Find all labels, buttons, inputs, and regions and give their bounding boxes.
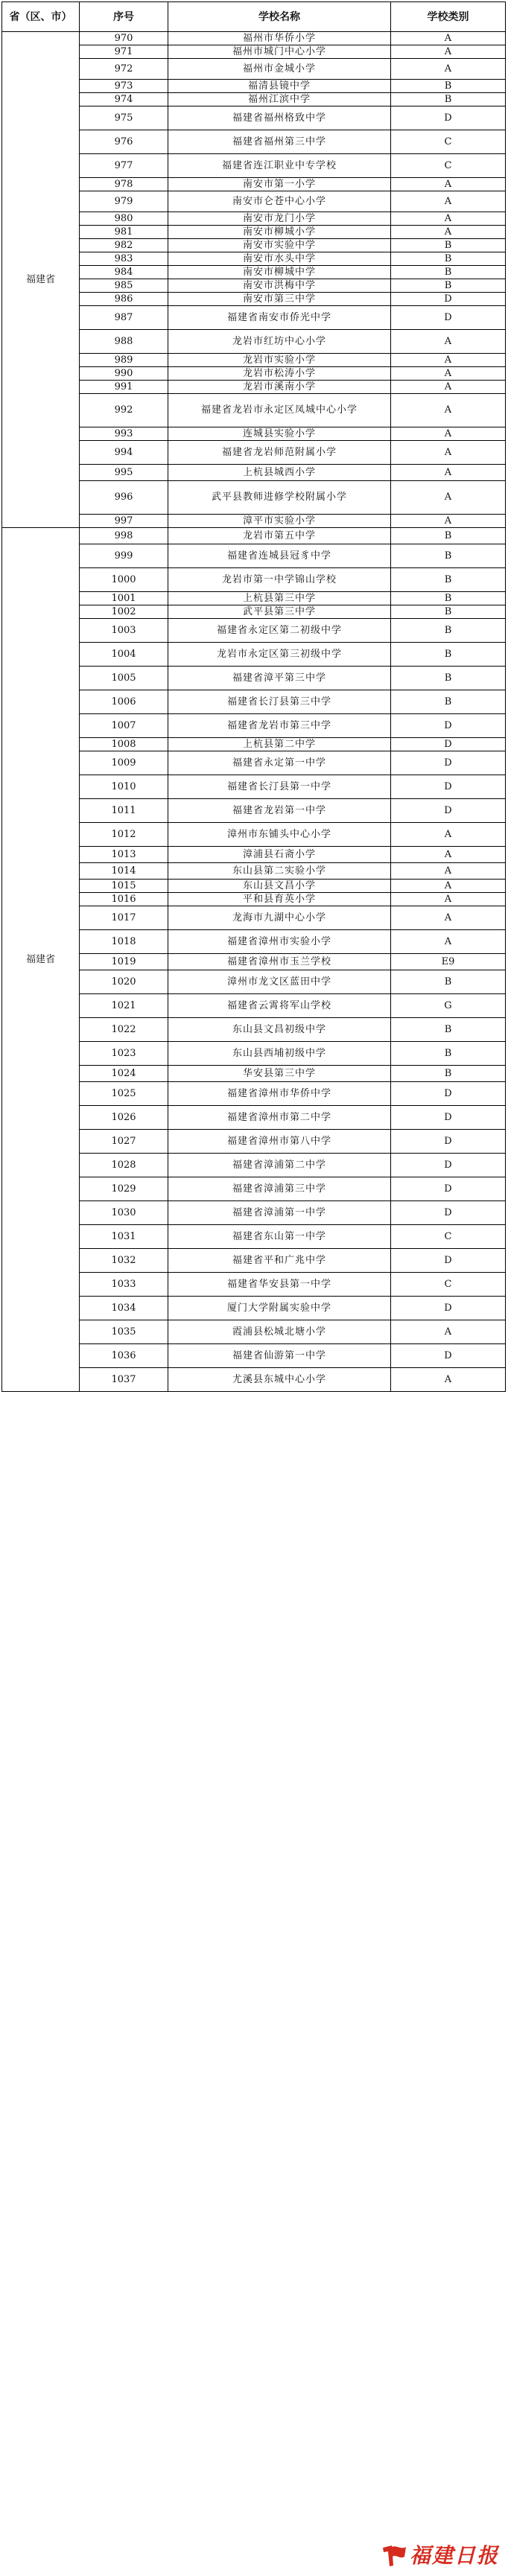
school-name-cell: 福建省龙岩市第三中学: [168, 714, 391, 738]
school-name-cell: 福清县镜中学: [168, 80, 391, 93]
category-cell: D: [391, 775, 506, 799]
school-name-cell: 福建省漳浦第二中学: [168, 1154, 391, 1177]
school-name-cell: 福州市城门中心小学: [168, 45, 391, 59]
school-name-cell: 东山县文昌小学: [168, 880, 391, 893]
category-cell: A: [391, 880, 506, 893]
category-cell: D: [391, 106, 506, 130]
category-cell: A: [391, 330, 506, 354]
category-cell: A: [391, 32, 506, 45]
category-cell: C: [391, 1225, 506, 1249]
row-number-cell: 972: [80, 59, 168, 80]
category-cell: D: [391, 306, 506, 330]
row-number-cell: 1037: [80, 1368, 168, 1392]
row-number-cell: 1031: [80, 1225, 168, 1249]
row-number-cell: 1022: [80, 1018, 168, 1042]
row-number-cell: 987: [80, 306, 168, 330]
category-cell: B: [391, 266, 506, 279]
school-name-cell: 福建省漳州市实验小学: [168, 930, 391, 954]
school-name-cell: 南安市仑苍中心小学: [168, 191, 391, 212]
province-cell: 福建省: [2, 528, 80, 1392]
school-name-cell: 上杭县第三中学: [168, 592, 391, 605]
category-cell: D: [391, 1201, 506, 1225]
row-number-cell: 999: [80, 544, 168, 568]
category-cell: B: [391, 1042, 506, 1066]
school-name-cell: 龙岩市松涛小学: [168, 367, 391, 381]
row-number-cell: 1033: [80, 1273, 168, 1297]
row-number-cell: 1000: [80, 568, 168, 592]
school-name-cell: 武平县教师进修学校附属小学: [168, 481, 391, 515]
category-cell: B: [391, 619, 506, 643]
category-cell: A: [391, 212, 506, 226]
row-number-cell: 1015: [80, 880, 168, 893]
category-cell: G: [391, 994, 506, 1018]
category-cell: C: [391, 1273, 506, 1297]
category-cell: B: [391, 279, 506, 293]
category-cell: B: [391, 690, 506, 714]
school-name-cell: 南安市水头中学: [168, 252, 391, 266]
row-number-cell: 994: [80, 441, 168, 465]
school-name-cell: 福建省长汀县第三中学: [168, 690, 391, 714]
row-number-cell: 973: [80, 80, 168, 93]
school-list-page: [1, 1, 505, 1392]
row-number-cell: 1016: [80, 893, 168, 906]
province-cell: 福建省: [2, 32, 80, 528]
table-row: [2, 528, 506, 544]
school-name-cell: 福建省云霄将军山学校: [168, 994, 391, 1018]
row-number-cell: 992: [80, 394, 168, 427]
school-name-cell: 福州市华侨小学: [168, 32, 391, 45]
school-name-cell: 漳平市实验小学: [168, 515, 391, 528]
category-cell: A: [391, 465, 506, 481]
watermark: [381, 2542, 499, 2570]
category-cell: B: [391, 80, 506, 93]
row-number-cell: 1029: [80, 1177, 168, 1201]
school-name-cell: 东山县西埔初级中学: [168, 1042, 391, 1066]
row-number-cell: 1007: [80, 714, 168, 738]
row-number-cell: 980: [80, 212, 168, 226]
row-number-cell: 996: [80, 481, 168, 515]
row-number-cell: 997: [80, 515, 168, 528]
category-cell: A: [391, 59, 506, 80]
row-number-cell: 989: [80, 354, 168, 367]
category-cell: D: [391, 1106, 506, 1130]
category-cell: B: [391, 568, 506, 592]
school-name-cell: 华安县第三中学: [168, 1066, 391, 1082]
row-number-cell: 1034: [80, 1297, 168, 1320]
row-number-cell: 998: [80, 528, 168, 544]
row-number-cell: 1009: [80, 751, 168, 775]
watermark-text: 福建日报: [409, 2543, 499, 2568]
row-number-cell: 1017: [80, 906, 168, 930]
category-cell: D: [391, 714, 506, 738]
school-name-cell: 福建省龙岩第一中学: [168, 799, 391, 823]
category-cell: B: [391, 1018, 506, 1042]
flag-logo-icon: [381, 2545, 407, 2567]
category-cell: D: [391, 751, 506, 775]
row-number-cell: 974: [80, 93, 168, 106]
school-name-cell: 厦门大学附属实验中学: [168, 1297, 391, 1320]
school-name-cell: 福建省漳州市第二中学: [168, 1106, 391, 1130]
category-cell: D: [391, 1344, 506, 1368]
school-name-cell: 福建省漳州市第八中学: [168, 1130, 391, 1154]
category-cell: A: [391, 367, 506, 381]
category-cell: A: [391, 863, 506, 880]
header-category: 学校类别: [391, 2, 506, 32]
school-name-cell: 福建省南安市侨光中学: [168, 306, 391, 330]
category-cell: D: [391, 738, 506, 751]
category-cell: B: [391, 667, 506, 690]
school-name-cell: 漳浦县石斋小学: [168, 847, 391, 863]
row-number-cell: 1014: [80, 863, 168, 880]
school-name-cell: 南安市实验中学: [168, 239, 391, 252]
row-number-cell: 1013: [80, 847, 168, 863]
category-cell: A: [391, 178, 506, 191]
category-cell: B: [391, 605, 506, 619]
category-cell: A: [391, 823, 506, 847]
category-cell: A: [391, 226, 506, 239]
school-name-cell: 漳州市东铺头中心小学: [168, 823, 391, 847]
category-cell: D: [391, 1177, 506, 1201]
school-name-cell: 南安市第三中学: [168, 293, 391, 306]
category-cell: B: [391, 643, 506, 667]
school-name-cell: 平和县育英小学: [168, 893, 391, 906]
table-header-row: [2, 2, 506, 32]
category-cell: A: [391, 191, 506, 212]
header-province: 省（区、市）: [2, 2, 80, 32]
row-number-cell: 1024: [80, 1066, 168, 1082]
school-name-cell: 漳州市龙文区蓝田中学: [168, 970, 391, 994]
row-number-cell: 982: [80, 239, 168, 252]
school-name-cell: 福建省平和广兆中学: [168, 1249, 391, 1273]
row-number-cell: 1027: [80, 1130, 168, 1154]
school-name-cell: 龙岩市永定区第三初级中学: [168, 643, 391, 667]
row-number-cell: 1023: [80, 1042, 168, 1066]
row-number-cell: 1004: [80, 643, 168, 667]
category-cell: A: [391, 481, 506, 515]
category-cell: A: [391, 427, 506, 441]
row-number-cell: 1005: [80, 667, 168, 690]
row-number-cell: 1026: [80, 1106, 168, 1130]
category-cell: A: [391, 1368, 506, 1392]
row-number-cell: 1028: [80, 1154, 168, 1177]
category-cell: B: [391, 544, 506, 568]
category-cell: A: [391, 515, 506, 528]
category-cell: B: [391, 1066, 506, 1082]
row-number-cell: 985: [80, 279, 168, 293]
school-name-cell: 福建省华安县第一中学: [168, 1273, 391, 1297]
row-number-cell: 995: [80, 465, 168, 481]
category-cell: A: [391, 354, 506, 367]
table-body: [2, 32, 506, 1392]
school-name-cell: 上杭县城西小学: [168, 465, 391, 481]
row-number-cell: 991: [80, 381, 168, 394]
category-cell: B: [391, 252, 506, 266]
category-cell: D: [391, 1154, 506, 1177]
row-number-cell: 1008: [80, 738, 168, 751]
row-number-cell: 1006: [80, 690, 168, 714]
category-cell: E9: [391, 954, 506, 970]
category-cell: D: [391, 1297, 506, 1320]
school-name-cell: 福建省福州第三中学: [168, 130, 391, 154]
school-name-cell: 上杭县第二中学: [168, 738, 391, 751]
category-cell: B: [391, 970, 506, 994]
row-number-cell: 981: [80, 226, 168, 239]
school-name-cell: 福建省连江职业中专学校: [168, 154, 391, 178]
row-number-cell: 977: [80, 154, 168, 178]
category-cell: C: [391, 130, 506, 154]
row-number-cell: 1018: [80, 930, 168, 954]
category-cell: A: [391, 394, 506, 427]
category-cell: B: [391, 239, 506, 252]
row-number-cell: 1003: [80, 619, 168, 643]
school-name-cell: 福建省漳浦第三中学: [168, 1177, 391, 1201]
school-name-cell: 南安市柳城小学: [168, 226, 391, 239]
row-number-cell: 970: [80, 32, 168, 45]
category-cell: D: [391, 799, 506, 823]
row-number-cell: 984: [80, 266, 168, 279]
category-cell: D: [391, 1130, 506, 1154]
category-cell: A: [391, 893, 506, 906]
school-name-cell: 龙岩市实验小学: [168, 354, 391, 367]
category-cell: A: [391, 847, 506, 863]
row-number-cell: 1011: [80, 799, 168, 823]
school-name-cell: 福建省漳州市玉兰学校: [168, 954, 391, 970]
school-name-cell: 福建省长汀县第一中学: [168, 775, 391, 799]
row-number-cell: 986: [80, 293, 168, 306]
row-number-cell: 993: [80, 427, 168, 441]
school-name-cell: 龙岩市第五中学: [168, 528, 391, 544]
row-number-cell: 979: [80, 191, 168, 212]
row-number-cell: 971: [80, 45, 168, 59]
school-name-cell: 连城县实验小学: [168, 427, 391, 441]
school-name-cell: 福州市金城小学: [168, 59, 391, 80]
school-name-cell: 南安市柳城中学: [168, 266, 391, 279]
school-name-cell: 福建省福州格致中学: [168, 106, 391, 130]
school-name-cell: 龙岩市第一中学锦山学校: [168, 568, 391, 592]
school-name-cell: 南安市龙门小学: [168, 212, 391, 226]
category-cell: C: [391, 154, 506, 178]
category-cell: D: [391, 1249, 506, 1273]
category-cell: D: [391, 293, 506, 306]
category-cell: A: [391, 1320, 506, 1344]
category-cell: A: [391, 45, 506, 59]
row-number-cell: 978: [80, 178, 168, 191]
category-cell: B: [391, 528, 506, 544]
row-number-cell: 975: [80, 106, 168, 130]
school-name-cell: 尤溪县东城中心小学: [168, 1368, 391, 1392]
school-name-cell: 福建省仙游第一中学: [168, 1344, 391, 1368]
row-number-cell: 1036: [80, 1344, 168, 1368]
school-name-cell: 福建省东山第一中学: [168, 1225, 391, 1249]
row-number-cell: 1012: [80, 823, 168, 847]
school-table: [1, 1, 506, 1392]
row-number-cell: 990: [80, 367, 168, 381]
header-school: 学校名称: [168, 2, 391, 32]
row-number-cell: 1010: [80, 775, 168, 799]
category-cell: A: [391, 381, 506, 394]
school-name-cell: 霞浦县松城北塘小学: [168, 1320, 391, 1344]
school-name-cell: 福建省漳州市华侨中学: [168, 1082, 391, 1106]
school-name-cell: 南安市第一小学: [168, 178, 391, 191]
header-number: 序号: [80, 2, 168, 32]
category-cell: D: [391, 1082, 506, 1106]
row-number-cell: 988: [80, 330, 168, 354]
row-number-cell: 1035: [80, 1320, 168, 1344]
school-name-cell: 东山县第二实验小学: [168, 863, 391, 880]
category-cell: A: [391, 906, 506, 930]
table-row: [2, 32, 506, 45]
school-name-cell: 南安市洪梅中学: [168, 279, 391, 293]
row-number-cell: 1001: [80, 592, 168, 605]
school-name-cell: 福建省漳平第三中学: [168, 667, 391, 690]
row-number-cell: 976: [80, 130, 168, 154]
row-number-cell: 1021: [80, 994, 168, 1018]
school-name-cell: 武平县第三中学: [168, 605, 391, 619]
category-cell: B: [391, 93, 506, 106]
school-name-cell: 福建省永定区第二初级中学: [168, 619, 391, 643]
school-name-cell: 福建省龙岩市永定区凤城中心小学: [168, 394, 391, 427]
school-name-cell: 福建省龙岩师范附属小学: [168, 441, 391, 465]
school-name-cell: 龙岩市溪南小学: [168, 381, 391, 394]
school-name-cell: 福建省漳浦第一中学: [168, 1201, 391, 1225]
school-name-cell: 福建省连城县冠豸中学: [168, 544, 391, 568]
row-number-cell: 1030: [80, 1201, 168, 1225]
category-cell: A: [391, 930, 506, 954]
row-number-cell: 1002: [80, 605, 168, 619]
row-number-cell: 1025: [80, 1082, 168, 1106]
category-cell: A: [391, 441, 506, 465]
row-number-cell: 983: [80, 252, 168, 266]
school-name-cell: 龙岩市红坊中心小学: [168, 330, 391, 354]
school-name-cell: 东山县文昌初级中学: [168, 1018, 391, 1042]
category-cell: B: [391, 592, 506, 605]
school-name-cell: 龙海市九湖中心小学: [168, 906, 391, 930]
school-name-cell: 福州江滨中学: [168, 93, 391, 106]
row-number-cell: 1032: [80, 1249, 168, 1273]
row-number-cell: 1019: [80, 954, 168, 970]
row-number-cell: 1020: [80, 970, 168, 994]
school-name-cell: 福建省永定第一中学: [168, 751, 391, 775]
